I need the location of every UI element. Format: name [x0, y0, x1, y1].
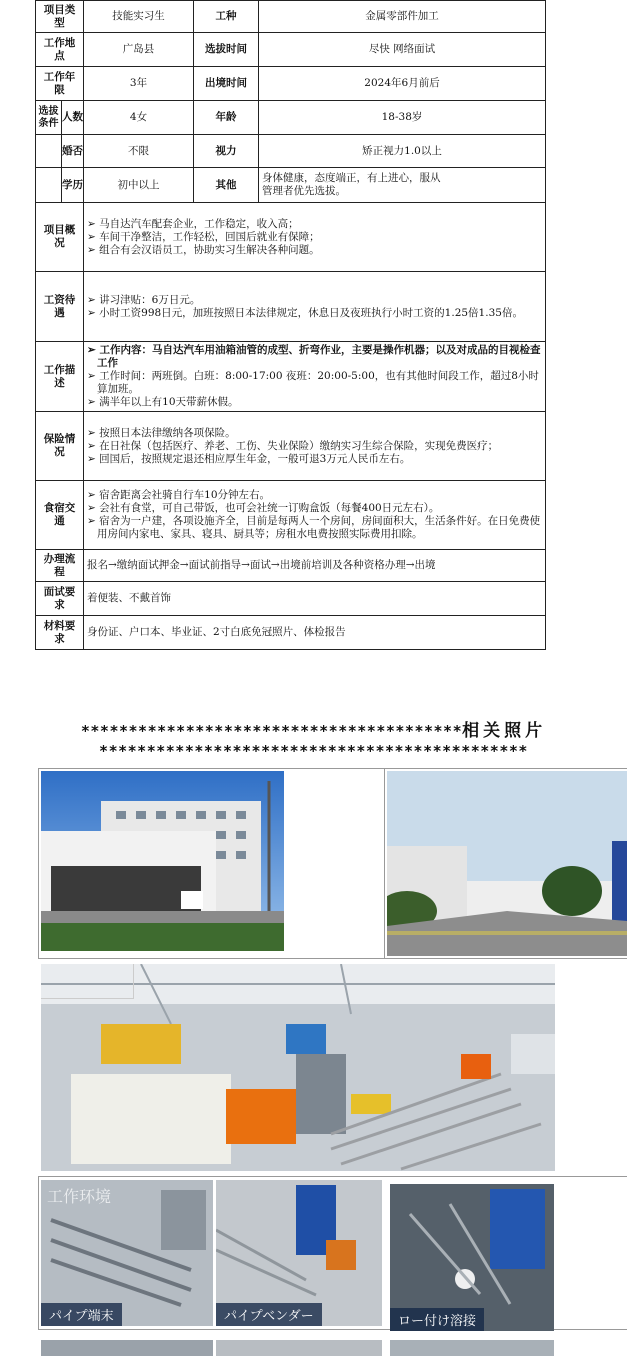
work-label: 工作描述	[36, 342, 84, 412]
salary-item: ➢ 小时工资998日元，加班按照日本法律规定，休息日及夜班执行小时工资的1.25倍1.35倍。	[87, 307, 542, 320]
interview-label: 面试要求	[36, 582, 84, 616]
process-label: 办理流程	[36, 550, 84, 582]
overview-item: ➢ 马自达汽车配套企业，工作稳定，收入高；	[87, 218, 542, 231]
education-value: 初中以上	[84, 168, 194, 203]
years-value: 3年	[84, 67, 194, 101]
vision-label: 视力	[194, 135, 259, 168]
salary-list	[84, 272, 546, 342]
materials-value: 身份证、户口本、毕业证、2寸白底免冠照片、体检报告	[84, 616, 546, 650]
overview-item: ➢ 组合有会汉语员工，协助实习生解决各种问题。	[87, 244, 542, 257]
photo-caption: パイプベンダー	[216, 1303, 322, 1326]
project-type-value: 技能实习生	[84, 1, 194, 33]
stars-decoration: *********************************************	[99, 742, 528, 760]
vision-value: 矫正视力1.0以上	[259, 135, 546, 168]
salary-item: ➢ 讲习津贴：6万日元。	[87, 294, 542, 307]
criteria-label: 选拔条件	[36, 101, 62, 135]
departure-value: 2024年6月前后	[259, 67, 546, 101]
stars-decoration: ****************************************	[80, 722, 463, 740]
departure-label: 出境时间	[194, 67, 259, 101]
overview-item: ➢ 车间干净整洁，工作轻松，回国后就业有保障；	[87, 231, 542, 244]
overview-label: 项目概况	[36, 203, 84, 272]
brazing-photo	[390, 1184, 554, 1331]
selection-time-label: 选拔时间	[194, 33, 259, 67]
insurance-item: ➢ 按照日本法律缴纳各项保险。	[87, 427, 542, 440]
headcount-value: 4女	[84, 101, 194, 135]
other-value: 身体健康，态度端正，有上进心，服从管理者优先选拔。	[259, 168, 546, 203]
lodging-item: ➢ 宿舍为一户建，各项设施齐全，目前是每两人一个房间，房间面积大，生活条件好。在日免费使用房间内家电、家具、寝具、厨具等；房租水电费按照实际费用扣除。	[87, 515, 542, 541]
pipe-end-photo	[41, 1180, 213, 1326]
section-header	[0, 716, 627, 741]
work-item: ➢ 满半年以上有10天带薪休假。	[87, 396, 542, 409]
section-title: 相关照片	[462, 721, 547, 741]
insurance-item: ➢ 在日社保（包括医疗、养老、工伤、失业保险）缴纳实习生综合保险，实现免费医疗；	[87, 440, 542, 453]
work-list	[84, 342, 546, 412]
job-info-table	[35, 0, 546, 650]
insurance-label: 保险情况	[36, 412, 84, 481]
work-item: ➢ 工作时间：两班倒。白班：8:00-17:00 夜班：20:00-5:00，也有其他时间段工作，超过8小时算加班。	[87, 370, 542, 396]
location-value: 广岛县	[84, 33, 194, 67]
marital-label: 婚否	[62, 135, 84, 168]
years-label: 工作年限	[36, 67, 84, 101]
work-item: ➢ 工作内容：马自达汽车用油箱油管的成型、折弯作业，主要是操作机器；以及对成品的目视检查工作	[87, 344, 542, 370]
project-type-label: 项目类型	[36, 1, 84, 33]
photo-inset-frame	[41, 964, 134, 999]
partial-photo	[41, 1340, 213, 1356]
insurance-list	[84, 412, 546, 481]
partial-photo	[216, 1340, 382, 1356]
overview-list	[84, 203, 546, 272]
age-label: 年龄	[194, 101, 259, 135]
selection-time-value: 尽快 网络面试	[259, 33, 546, 67]
job-label: 工种	[194, 1, 259, 33]
lodging-item: ➢ 宿舍距离会社骑自行车10分钟左右。	[87, 489, 542, 502]
production-line-photo	[41, 964, 555, 1171]
insurance-item: ➢ 回国后，按照规定退还相应厚生年金，一般可退3万元人民币左右。	[87, 453, 542, 466]
partial-photo	[390, 1340, 554, 1356]
salary-label: 工资待遇	[36, 272, 84, 342]
lodging-label: 食宿交通	[36, 481, 84, 550]
headcount-label: 人数	[62, 101, 84, 135]
factory-building-photo	[41, 771, 284, 951]
other-label: 其他	[194, 168, 259, 203]
marital-value: 不限	[84, 135, 194, 168]
criteria-blank-cell	[36, 168, 62, 203]
photo-caption: ロー付け溶接	[390, 1308, 484, 1331]
lodging-list	[84, 481, 546, 550]
education-label: 学历	[62, 168, 84, 203]
age-value: 18-38岁	[259, 101, 546, 135]
location-label: 工作地点	[36, 33, 84, 67]
lodging-item: ➢ 会社有食堂，可自己带饭，也可会社统一订购盒饭（每餐400日元左右）。	[87, 502, 542, 515]
process-value: 报名→缴纳面试押金→面试前指导→面试→出境前培训及各种资格办理→出境	[84, 550, 546, 582]
job-value: 金属零部件加工	[259, 1, 546, 33]
factory-yard-photo	[387, 771, 627, 956]
photo-caption: パイプ端末	[41, 1303, 122, 1326]
pipe-bender-photo	[216, 1180, 382, 1326]
watermark-text: 工作环境	[47, 1187, 112, 1206]
interview-value: 着便装、不戴首饰	[84, 582, 546, 616]
criteria-blank-cell	[36, 135, 62, 168]
materials-label: 材料要求	[36, 616, 84, 650]
